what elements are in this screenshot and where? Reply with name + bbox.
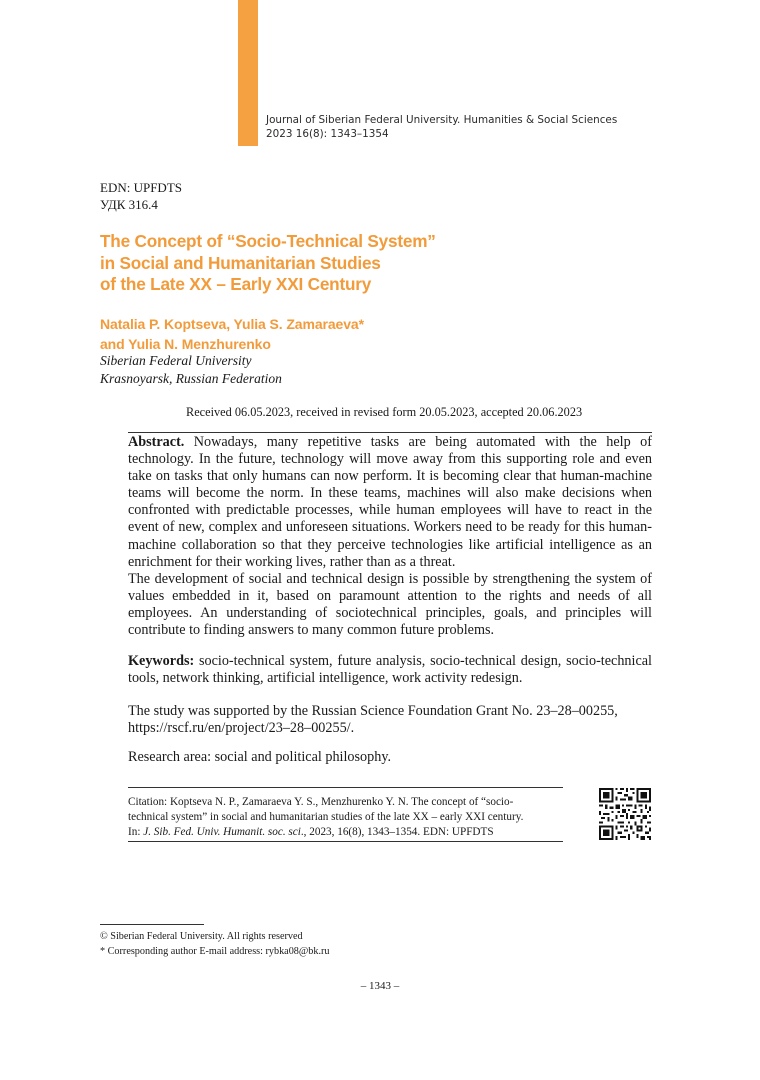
article-title [100, 231, 620, 296]
affiliation-location: Krasnoyarsk, Russian Federation [100, 371, 282, 386]
keywords-label: Keywords: [128, 653, 195, 669]
page-number: – 1343 – [360, 980, 400, 992]
citation-line-2: technical system” in social and humanitarian studies of the late XX – early XXI century. [128, 811, 524, 823]
affiliation-institution: Siberian Federal University [100, 353, 252, 368]
corresponding-author-note: * Corresponding author E-mail address: rybka08@bk.ru [100, 946, 330, 957]
authors-line-2: and Yulia N. Menzhurenko [100, 336, 271, 352]
edn-code: EDN: UPFDTS [100, 180, 182, 195]
abstract-paragraph-1 [128, 434, 652, 571]
citation-line-1: Citation: Koptseva N. P., Zamaraeva Y. S., Menzhurenko Y. N. The concept of “socio- [128, 796, 514, 808]
grant-statement [128, 703, 652, 737]
keywords [128, 653, 652, 687]
journal-name: Journal of Siberian Federal University. Humanities & Social Sciences [266, 114, 618, 126]
grant-line-1: The study was supported by the Russian Science Foundation Grant No. 23–28–00255, [128, 703, 618, 719]
title-line-1: The Concept of “Socio-Technical System” [100, 231, 436, 251]
footnote-rule [100, 924, 204, 925]
received-dates: Received 06.05.2023, received in revised form 20.05.2023, accepted 20.06.2023 [186, 405, 583, 419]
udk-code: УДК 316.4 [100, 197, 158, 212]
abstract-label: Abstract. [128, 434, 185, 450]
citation-suffix: ., 2023, 16(8), 1343–1354. EDN: UPFDTS [300, 826, 494, 838]
title-line-3: of the Late XX – Early XXI Century [100, 274, 372, 294]
copyright-note: © Siberian Federal University. All rights reserved [100, 931, 303, 942]
qr-code-icon[interactable] [599, 788, 651, 840]
citation-box [128, 787, 563, 842]
footnotes [100, 929, 330, 959]
author-list [100, 314, 620, 354]
grant-link[interactable]: https://rscf.ru/en/project/23–28–00255/. [128, 720, 355, 737]
citation-journal: J. Sib. Fed. Univ. Humanit. soc. sci [143, 826, 301, 838]
journal-volume: 2023 16(8): 1343–1354 [266, 128, 389, 140]
research-area: Research area: social and political philosophy. [128, 749, 392, 765]
citation-prefix: In: [128, 826, 144, 838]
title-line-2: in Social and Humanitarian Studies [100, 252, 381, 273]
abstract [128, 434, 652, 639]
keywords-text: socio-technical system, future analysis, socio-technical design, socio-technical tools, network thinking, artificial intelligence, work activity redesign. [128, 653, 652, 687]
qr-code-graphic [599, 788, 651, 840]
authors-line-1: Natalia P. Koptseva, Yulia S. Zamaraeva* [100, 316, 364, 332]
abstract-text-1: Nowadays, many repetitive tasks are being automated with the help of technology. In the future, technology will move away from this supporting role and even take on tasks that only humans can now perform. It is becoming clear that human-machine teams will become the norm. In these teams, machines will also make decisions when confronted with predictable processes, while human employees will have to react in the event of new, complex and unforeseen situations. Workers need to be ready for this human-machine collaboration so that they perceive technologies like artificial intelligence as an enrichment for their working lives, rather than as a threat. [128, 434, 652, 570]
journal-header [266, 113, 736, 141]
journal-accent-bar [238, 0, 258, 146]
affiliation [100, 352, 282, 388]
article-identifiers [100, 179, 182, 213]
abstract-paragraph-2: The development of social and technical design is possible by strengthening the system of values embedded in it, based on paramount attention to the rights and needs of all employees. An understanding of sociotechnical principles, goals, and principles will contribute to finding answers to many common future problems. [128, 570, 652, 639]
abstract-top-rule [128, 432, 652, 433]
citation-line-3 [128, 825, 563, 840]
